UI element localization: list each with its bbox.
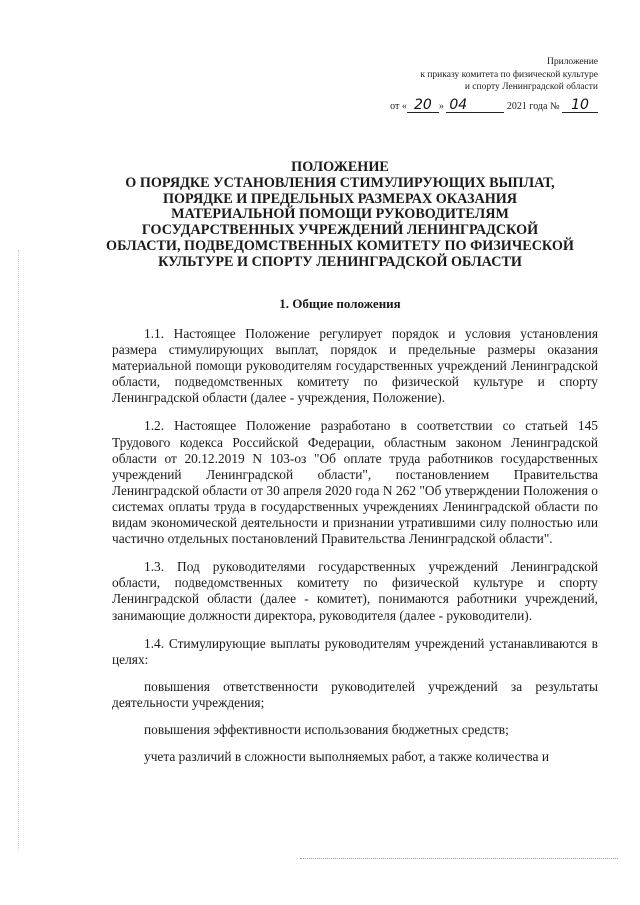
title-line: О ПОРЯДКЕ УСТАНОВЛЕНИЯ СТИМУЛИРУЮЩИХ ВЫПЛАТ, [125,174,555,191]
title-line: ПОЛОЖЕНИЕ [291,159,389,175]
document-title [84,160,596,271]
appendix-order-ref-cont: и спорту Ленинградской области [464,82,598,92]
document-body [112,326,598,776]
order-month-handwritten: 04 [446,98,504,113]
title-line: МАТЕРИАЛЬНОЙ ПОМОЩИ РУКОВОДИТЕЛЯМ [171,206,509,223]
paragraph-1-4: 1.4. Стимулирующие выплаты руководителям учреждений устанавливаются в целях: [112,635,598,667]
scan-edge-line [18,250,19,850]
order-date-line [338,98,598,114]
goal-item: учета различий в сложности выполняемых работ, а также количества и [144,749,549,765]
scan-bottom-line [300,858,618,859]
appendix-label: Приложение [547,57,598,67]
order-day-handwritten: 20 [407,98,439,113]
paragraph-1-1: 1.1. Настоящее Положение регулирует порядок и условия установления размера стимулирующих выплат, порядок и предельные размеры оказания материальной помощи руководителям государственных учреждений Ленинградской области, подведомственных комитету по физической культуре и спорту Ленинградской области (далее - учреждения, Положение). [112,326,598,406]
title-line: ГОСУДАРСТВЕННЫХ УЧРЕЖДЕНИЙ ЛЕНИНГРАДСКОЙ [141,222,539,239]
order-mid: » [438,101,447,112]
section-heading: 1. Общие положения [279,296,401,311]
appendix-order-ref: к приказу комитета по физической культуре [420,69,598,80]
order-year-text: 2021 года № [504,101,562,112]
order-number-handwritten: 10 [562,98,598,113]
title-line: ПОРЯДКЕ И ПРЕДЕЛЬНЫХ РАЗМЕРАХ ОКАЗАНИЯ [162,190,518,207]
paragraph-1-3: 1.3. Под руководителями государственных учреждений Ленинградской области, подведомственных комитету по физической культуре и спорту Ленинградской области (далее - комитет), понимаются работники учреждений, занимающие должности директора, руководителя (далее - руководители). [112,559,598,623]
order-prefix: от « [390,101,407,112]
title-line: ОБЛАСТИ, ПОДВЕДОМСТВЕННЫХ КОМИТЕТУ ПО ФИЗИЧЕСКОЙ [106,237,574,254]
appendix-header [338,56,598,94]
paragraph-1-2: 1.2. Настоящее Положение разработано в соответствии со статьей 145 Трудового кодекса Российской Федерации, областным законом Ленинградской области от 20.12.2019 N 103-оз "Об оплате труда работников государственных учреждений Ленинградской области", постановлением Правительства Ленинградской области от 30 апреля 2020 года N 262 "Об утверждении Положения о системах оплаты труда в государственных учреждениях Ленинградской области по видам экономической деятельности и признании утратившими силу полностью или частично отдельных постановлений Правительства Ленинградской области". [112,418,598,547]
goal-item: повышения ответственности руководителей учреждений за результаты деятельности учреждения; [112,678,598,710]
title-line: КУЛЬТУРЕ И СПОРТУ ЛЕНИНГРАДСКОЙ ОБЛАСТИ [158,253,522,270]
goal-item: повышения эффективности использования бюджетных средств; [144,721,509,737]
